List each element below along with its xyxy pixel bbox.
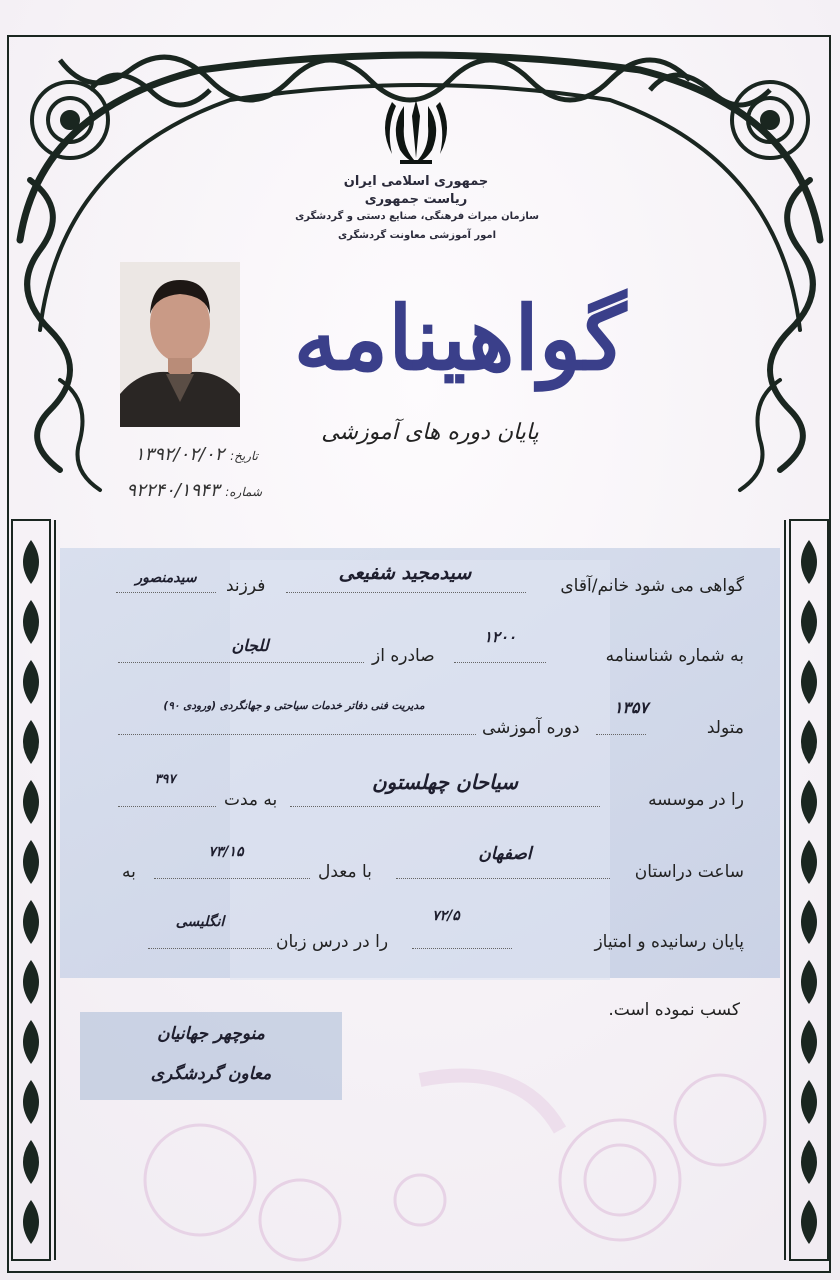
line3-born-label: متولد [706,718,744,738]
header-country: جمهوری اسلامی ایران [343,174,489,189]
issued-place: للجان [231,636,269,655]
average-score: ۷۳/۱۵ [208,844,244,860]
line4-institute-label: را در موسسه [648,790,744,810]
line2-id-dots [454,662,546,663]
line6-score-dots [412,948,512,949]
line1-name-dots [286,592,526,593]
issue-date-label: تاریخ: [230,449,258,463]
line6-language-dots [148,948,272,949]
line1-prefix: گواهی می شود خانم/آقای [560,576,744,596]
header-presidency: ریاست جمهوری [364,192,468,207]
duration-hours: ۳۹۷ [154,772,176,787]
course-title: مدیریت فنی دفاتر خدمات سیاحتی و جهانگردی (ورودی ۹۰) [163,700,425,712]
institute-name: سیاحان چهلستون [371,770,519,794]
language-name: انگلیسی [175,914,225,930]
line2-issued-label: صادره از [372,646,435,666]
id-number: ۱۲۰۰ [483,628,517,646]
province-name: اصفهان [478,844,532,864]
certificate-number [112,480,262,501]
line5-average-label: با معدل [318,862,372,882]
line4-duration-dots [118,806,216,807]
issue-date-value: ۱۳۹۲/۰۲/۰۲ [134,444,225,465]
header-organization: سازمان میراث فرهنگی، صنایع دستی و گردشگری [295,211,539,222]
portrait-photo [120,262,240,427]
line3-born-dots [596,734,646,735]
signatory-name: منوچهر جهانیان [157,1024,265,1044]
iran-emblem-icon [378,96,454,168]
line5-to-label: به [122,862,136,882]
certificate-number-value: ۹۲۲۴۰/۱۹۴۳ [126,480,220,501]
line1-child-label: فرزند [226,576,266,596]
line7-text: کسب نموده است. [608,1000,740,1020]
line4-institute-dots [290,806,600,807]
header-department: امور آموزشی معاونت گردشگری [337,230,497,241]
line3-course-dots [118,734,476,735]
birth-year: ۱۳۵۷ [613,698,649,717]
line5-hours-label: ساعت دراستان [634,862,744,882]
line6-language-label: را در درس زبان [276,932,389,952]
line4-duration-label: به مدت [224,790,278,810]
line5-average-dots [154,878,310,879]
signatory-role: معاون گردشگری [150,1064,272,1084]
father-name: سیدمنصور [135,570,197,586]
score-value: ۷۲/۵ [432,908,460,924]
line6-finish-label: پایان رسانیده و امتیاز [594,932,744,952]
issue-date [118,444,258,465]
line1-father-dots [116,592,216,593]
line3-course-label: دوره آموزشی [482,718,580,738]
certificate-subtitle: پایان دوره های آموزشی [321,420,539,445]
certificate-title: گواهینامه [293,286,627,390]
holder-name: سیدمجید شفیعی [338,562,472,584]
line5-province-dots [396,878,610,879]
certificate-number-label: شماره: [225,485,262,499]
line2-id-label: به شماره شناسنامه [605,646,744,666]
line2-issued-dots [118,662,364,663]
